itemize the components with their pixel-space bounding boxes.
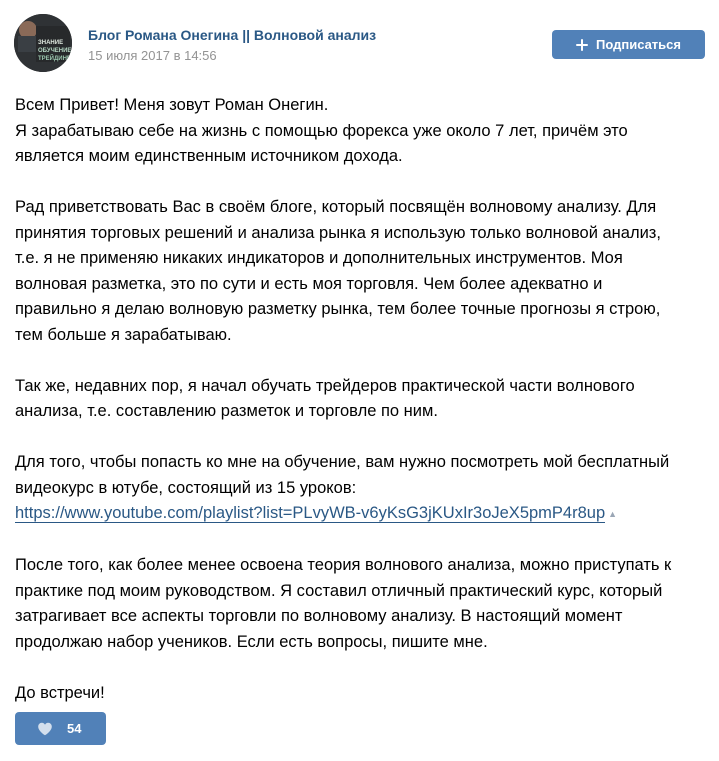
text-line: затрагивает все аспекты торговли по волновому анализу. В настоящий момент: [15, 607, 623, 625]
text-line: волновая разметка, это по сути и есть моя торговля. Чем более адекватно и: [15, 274, 603, 293]
avatar-caption-2: ОБУЧЕНИЕ: [38, 48, 72, 54]
like-button[interactable]: [15, 712, 106, 745]
paragraph-gap: [15, 170, 705, 196]
paragraph-gap: [15, 425, 705, 451]
text-line: Всем Привет! Меня зовут Роман Онегин.: [15, 96, 329, 114]
text-line: принятия торговых решений и анализа рынка я использую только волновой анализ,: [15, 223, 661, 242]
paragraph-gap: [15, 528, 705, 554]
post-text: [15, 93, 705, 706]
external-link-icon: ▲: [608, 509, 618, 519]
text-line: Рад приветствовать Вас в своём блоге, который посвящён волновому анализу. Для: [15, 198, 657, 216]
text-line: анализа, т.е. составлению разметок и торговле по ним.: [15, 402, 438, 420]
heart-icon: [37, 721, 53, 737]
like-count: 54: [67, 721, 82, 736]
paragraph-gap: [15, 655, 705, 681]
subscribe-label: Подписаться: [595, 37, 681, 52]
text-line: Так же, недавних пор, я начал обучать трейдеров практической части волнового: [15, 376, 635, 395]
plus-icon: [576, 39, 588, 51]
text-line: правильно я делаю волновую разметку рынка, тем более точные прогнозы я строю,: [15, 300, 661, 318]
link-line: [15, 501, 705, 528]
text-line: видеокурс в ютубе, состоящий из 15 уроков:: [15, 478, 357, 497]
text-line: продолжаю набор учеников. Если есть вопросы, пишите мне.: [15, 632, 488, 651]
post-header: [14, 14, 705, 74]
text-line: После того, как более менее освоена теория волнового анализа, можно приступать к: [15, 556, 672, 574]
text-line: практике под моим руководством. Я составил отличный практический курс, который: [15, 581, 663, 600]
author-name-link[interactable]: Блог Романа Онегина || Волновой анализ: [88, 27, 377, 43]
paragraph-gap: [15, 348, 705, 374]
avatar-image: [14, 14, 72, 72]
text-line: Я зарабатываю себе на жизнь с помощью форекса уже около 7 лет, причём это: [15, 121, 628, 140]
text-line: До встречи!: [15, 683, 105, 702]
avatar[interactable]: [14, 14, 72, 72]
youtube-playlist-link[interactable]: https://www.youtube.com/playlist?list=PLvyWB-v6yKsG3jKUxIr3oJeX5pmP4r8up: [15, 504, 606, 522]
post-date-link[interactable]: 15 июля 2017 в 14:56: [88, 48, 217, 63]
subscribe-button[interactable]: [552, 30, 705, 59]
avatar-caption-1: ЗНАНИЕ: [38, 40, 64, 46]
text-line: т.е. я не применяю никаких индикаторов и дополнительных инструментов. Моя: [15, 249, 623, 267]
avatar-caption-3: ТРЕЙДИНГ: [38, 56, 71, 62]
text-line: является моим единственным источником дохода.: [15, 147, 403, 165]
text-line: тем больше я зарабатываю.: [15, 325, 232, 344]
text-line: Для того, чтобы попасть ко мне на обучение, вам нужно посмотреть мой бесплатный: [15, 453, 670, 471]
